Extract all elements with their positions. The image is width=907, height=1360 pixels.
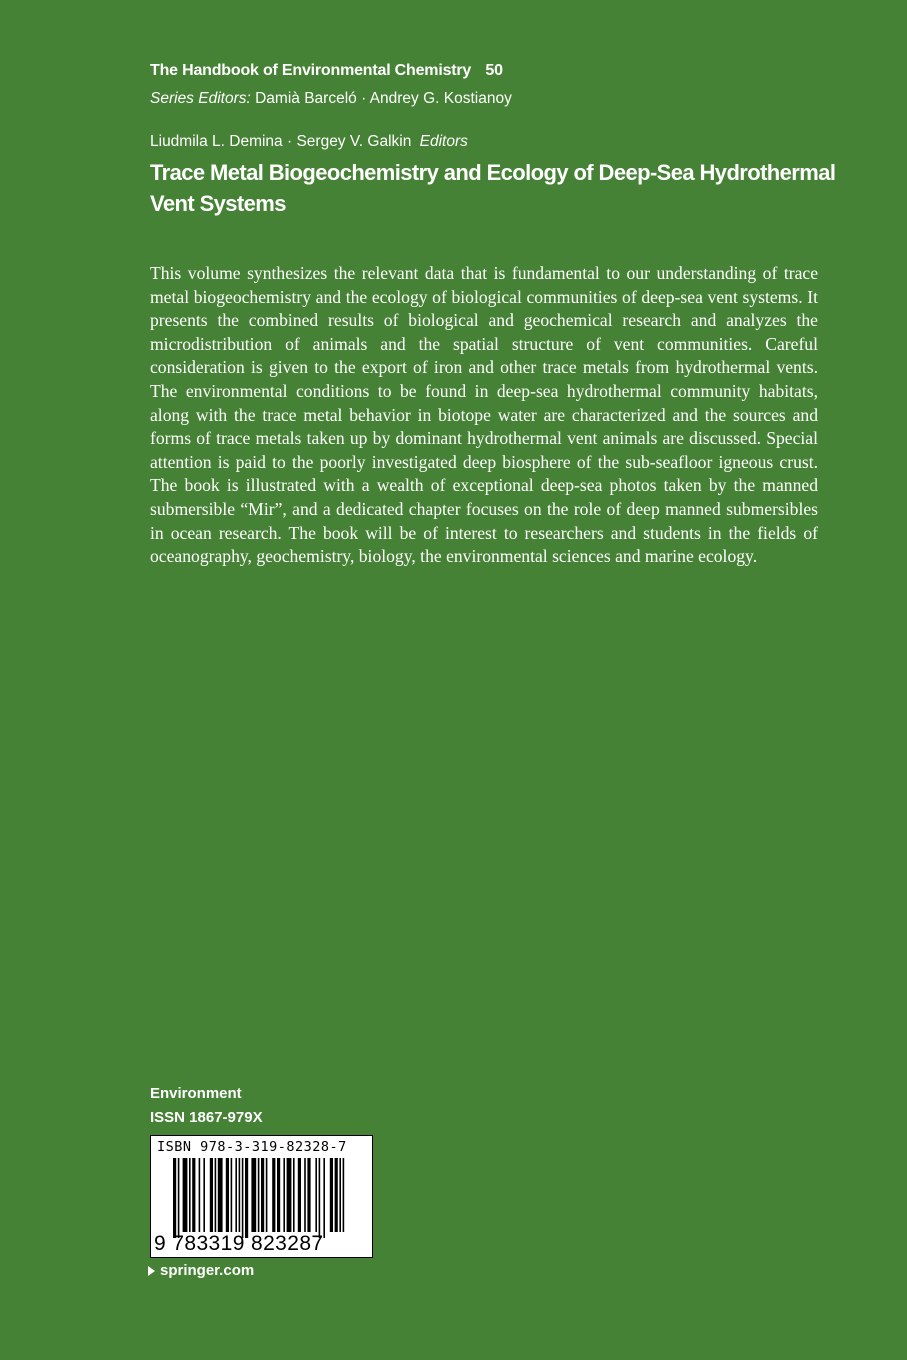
barcode-bar xyxy=(298,1158,301,1232)
barcode-bar xyxy=(242,1158,244,1238)
isbn-barcode xyxy=(150,1135,373,1258)
barcode-bar xyxy=(304,1158,306,1232)
series-volume: 50 xyxy=(485,62,503,79)
book-title: Trace Metal Biogeochemistry and Ecology of Deep-Sea Hydrothermal Vent Systems xyxy=(150,160,836,216)
book-description: This volume synthesizes the relevant data that is fundamental to our understanding of trace metal biogeochemistry and the ecology of biological communities of deep-sea vent systems. It presents the combined results of biological and geochemical research and analyzes the microdistribution of animals and the spatial structure of vent communities. Careful consideration is given to the export of iron and other trace metals from hydrothermal vents. The environmental conditions to be found in deep-sea hydrothermal community habitats, along with the trace metal behavior in biotope water are characterized and the sources and forms of trace metals taken up by dominant hydrothermal vent animals are discussed. Special attention is paid to the poorly investigated deep biosphere of the sub-seafloor igneous crust. The book is illustrated with a wealth of exceptional deep-sea photos taken by the manned submersible “Mir”, and a dedicated chapter focuses on the role of deep manned submersibles in ocean research. The book will be of interest to researchers and students in the fields of oceanography, geochemistry, biology, the environmental sciences and marine ecology. xyxy=(150,263,818,567)
book-editors-names: Liudmila L. Demina · Sergey V. Galkin xyxy=(150,133,412,150)
barcode-bar xyxy=(330,1158,333,1232)
series-title-text: The Handbook of Environmental Chemistry xyxy=(150,62,472,79)
barcode-bar xyxy=(343,1158,345,1232)
publisher-link-text: springer.com xyxy=(160,1262,255,1279)
barcode-bar xyxy=(239,1158,241,1232)
book-editors xyxy=(150,133,468,151)
barcode-bar xyxy=(192,1158,195,1232)
barcode-bar xyxy=(226,1158,229,1232)
barcode-bar xyxy=(266,1158,268,1232)
barcode-bar xyxy=(272,1158,275,1232)
barcode-bar xyxy=(307,1158,310,1232)
barcode-bar xyxy=(215,1158,217,1232)
barcode-bar xyxy=(199,1158,201,1232)
barcode-bar xyxy=(293,1158,295,1232)
barcode-bar xyxy=(315,1158,317,1232)
barcode-bar xyxy=(283,1158,285,1232)
barcode-bar xyxy=(277,1158,280,1232)
barcode-bar xyxy=(231,1158,233,1232)
series-editors xyxy=(150,90,512,108)
isbn-label: ISBN 978-3-319-82328-7 xyxy=(157,1139,347,1155)
barcode-bar xyxy=(218,1158,223,1232)
book-editors-label: Editors xyxy=(419,133,468,150)
barcode-bar xyxy=(319,1158,321,1238)
barcode-bar xyxy=(183,1158,188,1232)
series-title xyxy=(150,62,503,80)
series-editors-label: Series Editors: xyxy=(150,90,251,107)
barcode-bar xyxy=(335,1158,338,1232)
barcode-bar xyxy=(258,1158,260,1232)
subject-category: Environment xyxy=(150,1085,242,1102)
barcode-bar xyxy=(245,1158,248,1238)
issn: ISSN 1867-979X xyxy=(150,1109,263,1126)
publisher-link[interactable] xyxy=(148,1262,254,1279)
barcode-bar xyxy=(235,1158,237,1232)
barcode-bar xyxy=(210,1158,213,1232)
barcode-digits: 9 783319 823287 xyxy=(154,1232,324,1255)
barcode-bar xyxy=(189,1158,191,1232)
barcode-bar xyxy=(178,1158,180,1238)
barcode-bar xyxy=(323,1158,325,1238)
barcode-bar xyxy=(251,1158,256,1232)
series-editors-names: Damià Barceló · Andrey G. Kostianoy xyxy=(255,90,512,107)
barcode-bar xyxy=(203,1158,205,1232)
play-arrow-icon xyxy=(148,1266,155,1276)
barcode-bar xyxy=(287,1158,292,1232)
barcode-bar xyxy=(173,1158,176,1238)
barcode-bar xyxy=(261,1158,264,1232)
barcode-bar xyxy=(339,1158,341,1232)
